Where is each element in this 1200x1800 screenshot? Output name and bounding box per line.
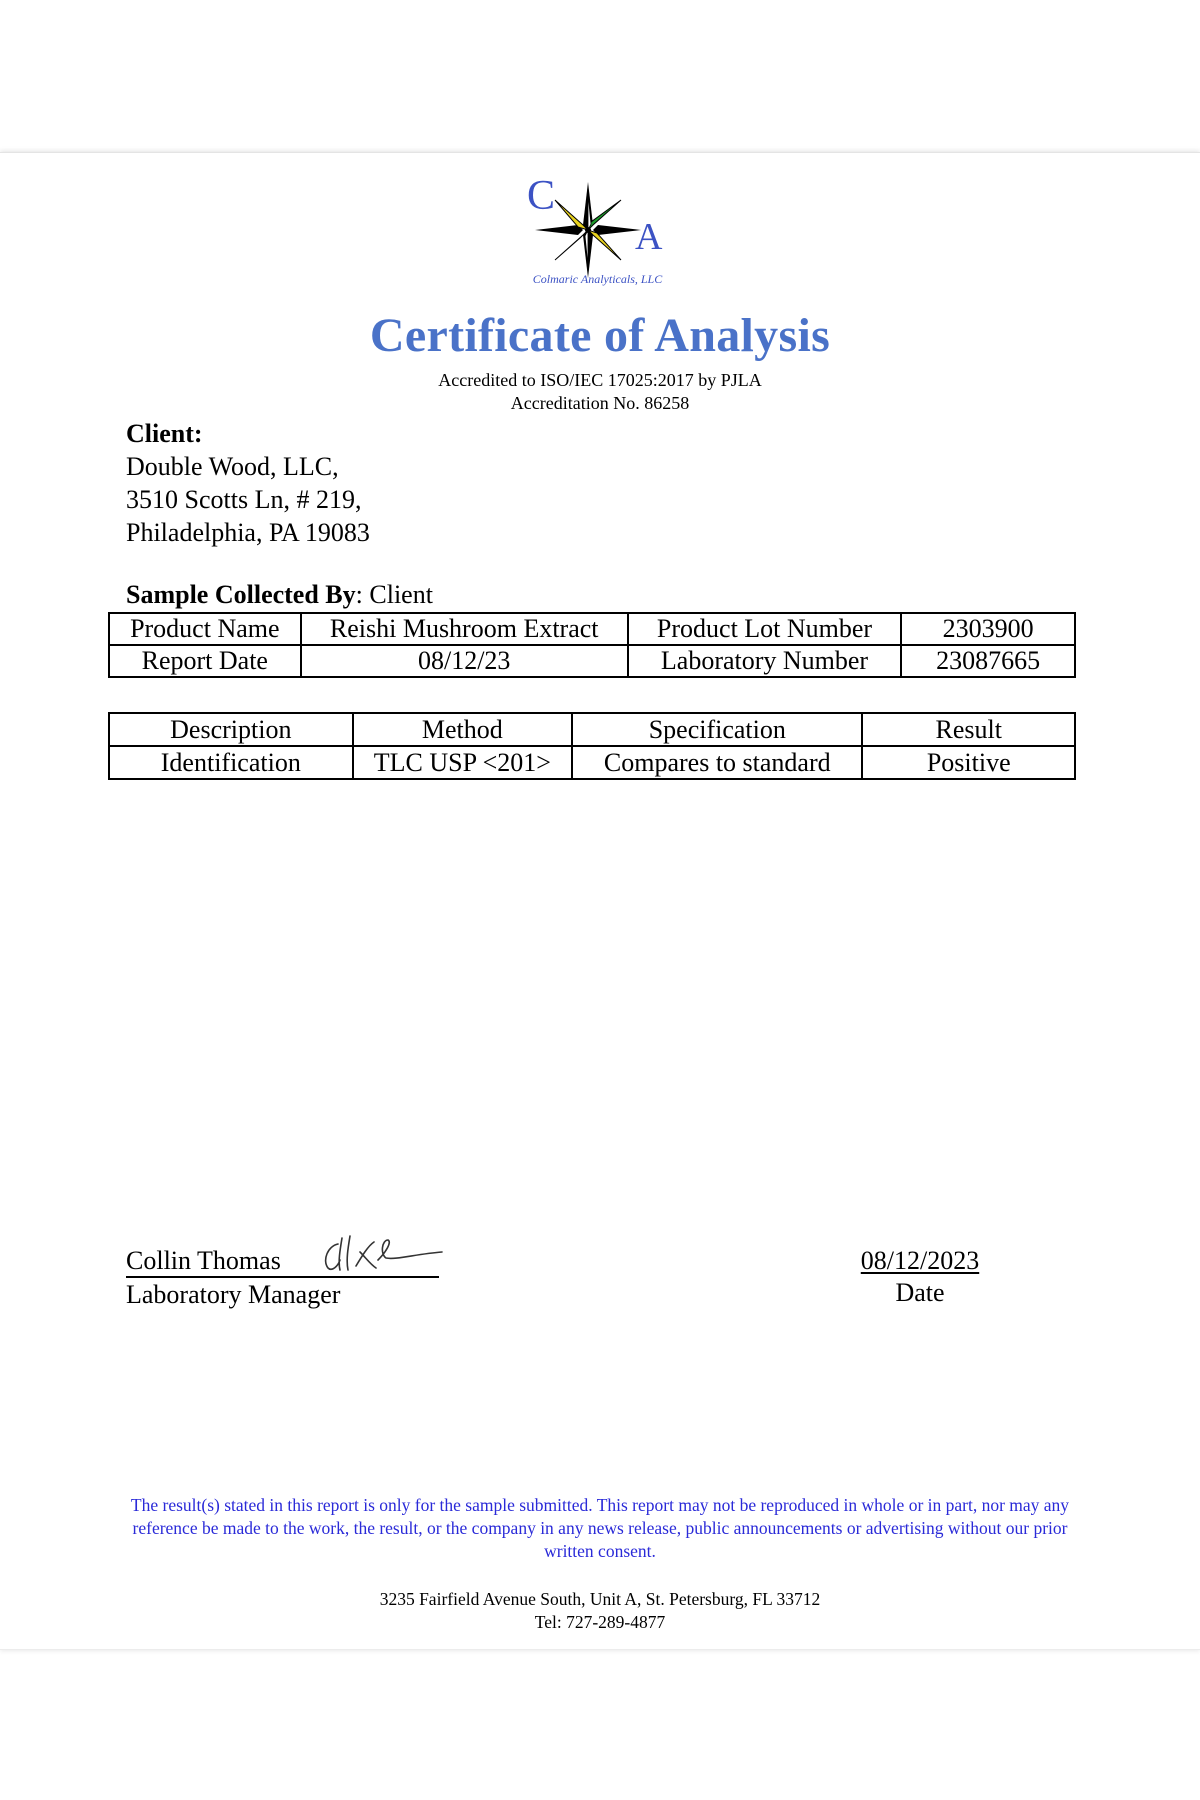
product-info-table — [108, 612, 1076, 678]
cell-result: Positive — [862, 746, 1075, 779]
client-block — [126, 417, 370, 549]
signer-role: Laboratory Manager — [126, 1280, 341, 1309]
report-date-value: 08/12/23 — [301, 645, 628, 677]
table-header-row — [109, 713, 1075, 746]
accreditation-text: Accredited to ISO/IEC 17025:2017 by PJLA — [438, 370, 762, 390]
header-specification: Specification — [572, 713, 862, 746]
client-heading: Client: — [126, 419, 203, 448]
accreditation-number: Accreditation No. 86258 — [510, 393, 690, 413]
lab-number-label: Laboratory Number — [628, 645, 901, 677]
cell-method: TLC USP <201> — [353, 746, 572, 779]
results-table — [108, 712, 1076, 780]
signer-name: Collin Thomas — [126, 1246, 281, 1275]
product-name-value: Reishi Mushroom Extract — [301, 613, 628, 645]
logo-letter-a: A — [635, 216, 663, 258]
table-row — [109, 613, 1075, 645]
header-description: Description — [109, 713, 353, 746]
cell-specification: Compares to standard — [572, 746, 862, 779]
handwritten-signature — [316, 1230, 446, 1278]
table-row — [109, 645, 1075, 677]
client-line-city: Philadelphia, PA 19083 — [126, 518, 370, 547]
logo-letter-c: C — [527, 173, 556, 219]
sample-collected — [126, 580, 433, 610]
header-result: Result — [862, 713, 1075, 746]
signature-date: 08/12/2023 — [860, 1246, 980, 1275]
footer-address — [0, 1588, 1200, 1634]
date-block — [850, 1246, 990, 1308]
lab-number-value: 23087665 — [901, 645, 1075, 677]
address-line: 3235 Fairfield Avenue South, Unit A, St. Petersburg, FL 33712 — [379, 1589, 821, 1609]
company-logo — [505, 172, 690, 292]
client-line-street: 3510 Scotts Ln, # 219, — [126, 485, 362, 514]
sample-collected-label: Sample Collected By — [126, 580, 356, 609]
report-date-label: Report Date — [109, 645, 301, 677]
phone-line: Tel: 727-289-4877 — [534, 1612, 666, 1632]
date-label: Date — [895, 1278, 945, 1307]
client-line-name: Double Wood, LLC, — [126, 452, 339, 481]
header-method: Method — [353, 713, 572, 746]
signature-block — [126, 1242, 439, 1310]
signature-line — [126, 1242, 439, 1278]
page-title: Certificate of Analysis — [369, 309, 831, 362]
top-margin — [0, 0, 1200, 152]
sample-collected-value: : Client — [355, 580, 433, 609]
cell-description: Identification — [109, 746, 353, 779]
product-lot-label: Product Lot Number — [628, 613, 901, 645]
disclaimer-text: The result(s) stated in this report is only for the sample submitted. This report may not be reproduced in whole or in part, nor may any reference be made to the work, the result, or the company in any news release, public announcements or advertising without our prior written consent. — [130, 1495, 1070, 1561]
table-row — [109, 746, 1075, 779]
logo-company-name: Colmaric Analyticals, LLC — [532, 272, 663, 286]
product-name-label: Product Name — [109, 613, 301, 645]
product-lot-value: 2303900 — [901, 613, 1075, 645]
